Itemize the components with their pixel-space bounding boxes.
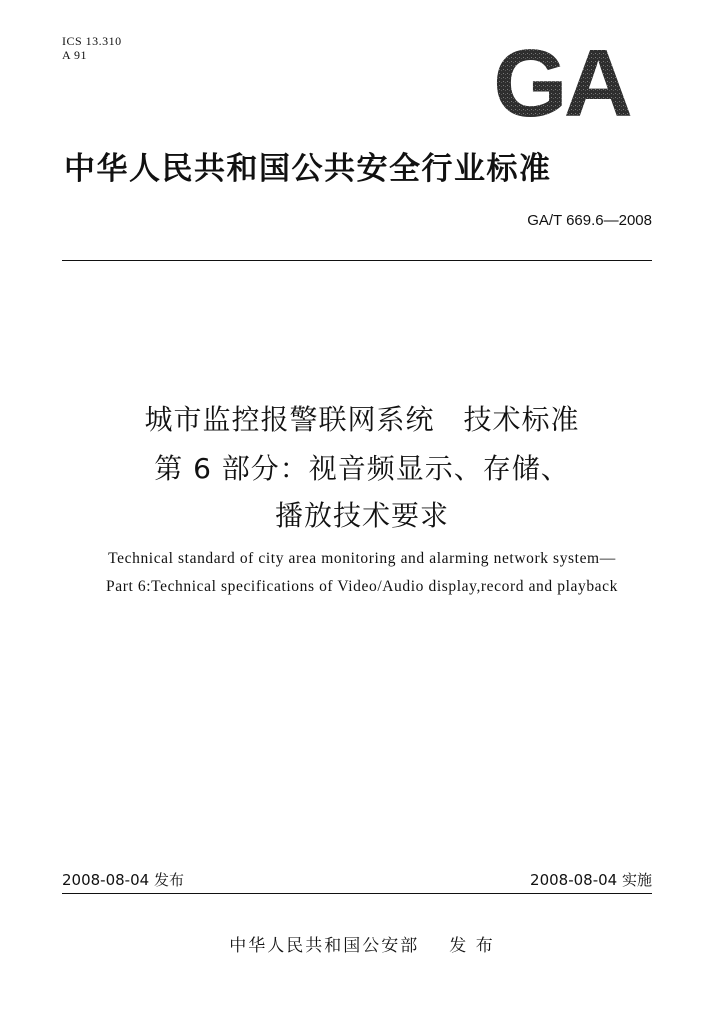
top-divider [62, 260, 652, 261]
ga-logo [470, 44, 652, 120]
title-en-line-2: Part 6:Technical specifications of Video/Audio display,record and playback [106, 578, 618, 595]
issuer-name: 中华人民共和国公安部 [229, 936, 420, 956]
class-code: A 91 [62, 48, 88, 62]
publish-date: 2008-08-04 发布 [62, 871, 184, 889]
title-cn-line-2: 第 6 部分：视音频显示、存储、 [154, 452, 570, 485]
title-cn-line-3: 播放技术要求 [274, 499, 449, 532]
implement-date: 2008-08-04 实施 [530, 871, 652, 889]
organization-title: 中华人民共和国公共安全行业标准 [64, 151, 552, 187]
ics-code: ICS 13.310 [62, 34, 122, 48]
issuer-action: 发 布 [449, 936, 495, 956]
title-en-line-1: Technical standard of city area monitoring and alarming network system— [108, 550, 616, 567]
issuer-line [0, 931, 724, 956]
standard-code: GA/T 669.6—2008 [527, 212, 652, 229]
classification-codes [62, 34, 122, 62]
title-cn-line-1: 城市监控报警联网系统 技术标准 [144, 403, 580, 436]
logo-text: GA [493, 44, 629, 120]
bottom-divider [62, 893, 652, 894]
